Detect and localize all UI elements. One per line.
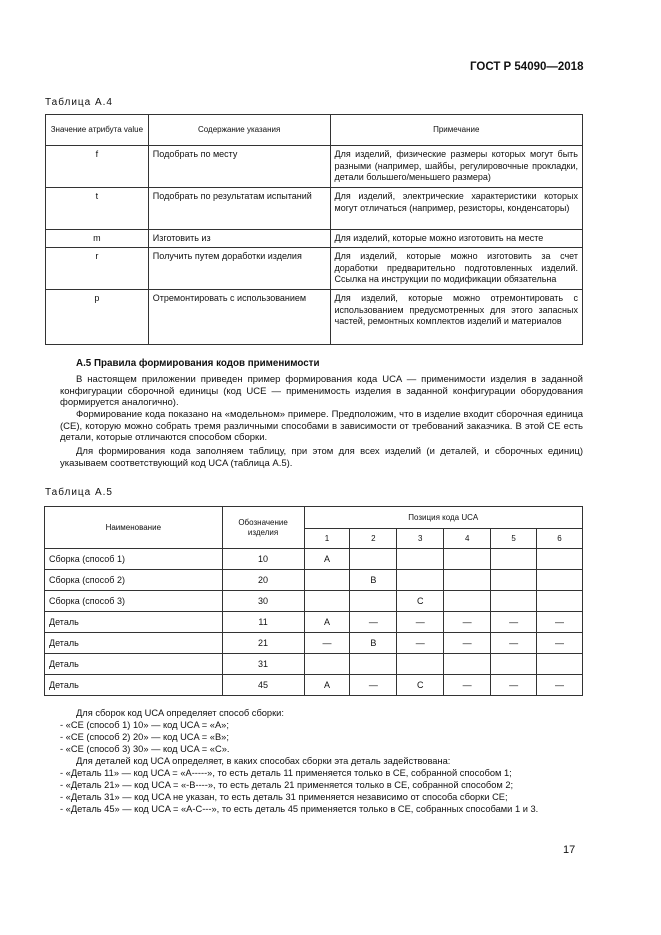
item-designation: 45: [222, 675, 304, 696]
uca-position-cell: —: [537, 675, 583, 696]
table-a5-header-position: Позиция кода UCA: [304, 507, 583, 529]
table-row: [45, 654, 583, 675]
position-header: 5: [491, 529, 537, 549]
table-row: [45, 612, 583, 633]
uca-position-cell: A: [304, 549, 350, 570]
uca-position-cell: —: [444, 675, 491, 696]
uca-position-cell: [537, 591, 583, 612]
uca-position-cell: —: [397, 612, 444, 633]
table-a5-caption: Таблица А.5: [45, 487, 113, 498]
table-row: [45, 549, 583, 570]
uca-position-cell: —: [444, 633, 491, 654]
table-a5: [44, 506, 583, 696]
parts-intro: Для деталей код UCA определяет, в каких способах сборки эта деталь задействована:: [76, 756, 451, 766]
table-row: [45, 570, 583, 591]
uca-position-cell: C: [397, 675, 444, 696]
uca-position-cell: [350, 591, 397, 612]
table-row: [45, 591, 583, 612]
assemblies-intro: Для сборок код UCA определяет способ сборки:: [76, 708, 284, 718]
uca-position-cell: [397, 549, 444, 570]
item-name: Деталь: [45, 654, 223, 675]
position-header: 2: [350, 529, 397, 549]
paragraph: Формирование кода показано на «модельном» примере. Предположим, что в изделие входит сборочная единица (СЕ), которую можно собрать тремя различными способами в зависимости от требований заказчика. В этой СЕ есть детали, которые отличаются способом сборки.: [60, 409, 583, 444]
item-name: Сборка (способ 2): [45, 570, 223, 591]
uca-position-cell: B: [350, 633, 397, 654]
table-a4-header-note: Примечание: [330, 115, 583, 146]
paragraph: Для формирования кода заполняем таблицу, при этом для всех изделий (и деталей, и сборочных единиц) указываем соответствующий код UCA (таблица А.5).: [60, 446, 583, 469]
item-name: Деталь: [45, 633, 223, 654]
uca-position-cell: —: [491, 612, 537, 633]
attribute-value: r: [46, 248, 149, 290]
uca-position-cell: —: [491, 633, 537, 654]
table-row: [45, 633, 583, 654]
paragraph: В настоящем приложении приведен пример формирования кода UCA — применимости изделия в заданной конфигурации сборочной единицы (код UCE — применимость изделия в заданной конфигурации оборудования формируется аналогично).: [60, 374, 583, 409]
page-number: 17: [563, 844, 576, 856]
item-designation: 20: [222, 570, 304, 591]
uca-position-cell: —: [537, 612, 583, 633]
position-header: 3: [397, 529, 444, 549]
table-a4-header-value: Значение атрибута value: [46, 115, 149, 146]
assembly-code-item: - «СЕ (способ 3) 30» — код UCA = «C».: [60, 744, 230, 754]
table-row: [46, 248, 583, 290]
uca-position-cell: —: [491, 675, 537, 696]
instruction-content: Подобрать по месту: [148, 146, 330, 188]
assembly-code-item: - «СЕ (способ 1) 10» — код UCA = «A»;: [60, 720, 229, 730]
table-a4-caption: Таблица А.4: [45, 97, 113, 108]
table-row: [45, 675, 583, 696]
uca-position-cell: [397, 654, 444, 675]
uca-position-cell: [304, 570, 350, 591]
instruction-content: Отремонтировать с использованием: [148, 290, 330, 345]
uca-position-cell: [491, 591, 537, 612]
uca-position-cell: [304, 591, 350, 612]
instruction-content: Получить путем доработки изделия: [148, 248, 330, 290]
item-designation: 11: [222, 612, 304, 633]
uca-position-cell: [444, 654, 491, 675]
position-header: 1: [304, 529, 350, 549]
table-a4: [45, 114, 583, 345]
instruction-note: Для изделий, которые можно отремонтировать с использованием предусмотренных для этого запасных частей, ремонтных комплектов изделий и материалов: [330, 290, 583, 345]
table-row: [46, 290, 583, 345]
item-designation: 10: [222, 549, 304, 570]
uca-position-cell: [444, 570, 491, 591]
item-name: Деталь: [45, 675, 223, 696]
uca-position-cell: —: [304, 633, 350, 654]
section-heading: А.5 Правила формирования кодов применимости: [76, 358, 320, 369]
uca-position-cell: A: [304, 675, 350, 696]
uca-position-cell: B: [350, 570, 397, 591]
table-a4-header-content: Содержание указания: [148, 115, 330, 146]
uca-position-cell: —: [537, 633, 583, 654]
attribute-value: p: [46, 290, 149, 345]
table-row: [46, 146, 583, 188]
uca-position-cell: [491, 570, 537, 591]
part-code-item: - «Деталь 45» — код UCA = «A-C---», то есть деталь 45 применяется только в СЕ, собранных способами 1 и 3.: [60, 804, 539, 814]
part-code-item: - «Деталь 11» — код UCA = «A-----», то есть деталь 11 применяется только в СЕ, собранной способом 1;: [60, 768, 512, 778]
position-header: 4: [444, 529, 491, 549]
uca-position-cell: [350, 654, 397, 675]
uca-position-cell: —: [350, 675, 397, 696]
table-row: [46, 230, 583, 248]
instruction-note: Для изделий, электрические характеристики которых могут отличаться (например, резисторы, конденсаторы): [330, 188, 583, 230]
uca-position-cell: —: [397, 633, 444, 654]
uca-position-cell: —: [350, 612, 397, 633]
position-header: 6: [537, 529, 583, 549]
uca-position-cell: [350, 549, 397, 570]
item-name: Сборка (способ 1): [45, 549, 223, 570]
uca-position-cell: [537, 654, 583, 675]
table-row: [46, 188, 583, 230]
uca-position-cell: [537, 549, 583, 570]
item-designation: 30: [222, 591, 304, 612]
attribute-value: f: [46, 146, 149, 188]
uca-position-cell: C: [397, 591, 444, 612]
uca-position-cell: [444, 549, 491, 570]
attribute-value: t: [46, 188, 149, 230]
item-name: Деталь: [45, 612, 223, 633]
instruction-content: Подобрать по результатам испытаний: [148, 188, 330, 230]
standard-code: ГОСТ Р 54090—2018: [470, 61, 584, 73]
instruction-note: Для изделий, которые можно изготовить на месте: [330, 230, 583, 248]
table-a5-header-name: Наименование: [45, 507, 223, 549]
instruction-note: Для изделий, физические размеры которых могут быть разными (например, шайбы, регулировочные прокладки, детали большего/меньшего размера): [330, 146, 583, 188]
attribute-value: m: [46, 230, 149, 248]
uca-position-cell: [397, 570, 444, 591]
part-code-item: - «Деталь 31» — код UCA не указан, то есть деталь 31 применяется независимо от способа сборки СЕ;: [60, 792, 508, 802]
uca-position-cell: A: [304, 612, 350, 633]
uca-position-cell: [444, 591, 491, 612]
uca-position-cell: [304, 654, 350, 675]
item-name: Сборка (способ 3): [45, 591, 223, 612]
table-a5-header-designation: Обозначение изделия: [222, 507, 304, 549]
uca-position-cell: [491, 549, 537, 570]
item-designation: 31: [222, 654, 304, 675]
uca-position-cell: [491, 654, 537, 675]
instruction-content: Изготовить из: [148, 230, 330, 248]
uca-position-cell: —: [444, 612, 491, 633]
item-designation: 21: [222, 633, 304, 654]
instruction-note: Для изделий, которые можно изготовить за счет доработки предварительно подготовленных изделий. Ссылка на инструкции по модификации обязательна: [330, 248, 583, 290]
assembly-code-item: - «СЕ (способ 2) 20» — код UCA = «B»;: [60, 732, 229, 742]
uca-position-cell: [537, 570, 583, 591]
part-code-item: - «Деталь 21» — код UCA = «-B----», то есть деталь 21 применяется только в СЕ, собранной способом 2;: [60, 780, 514, 790]
